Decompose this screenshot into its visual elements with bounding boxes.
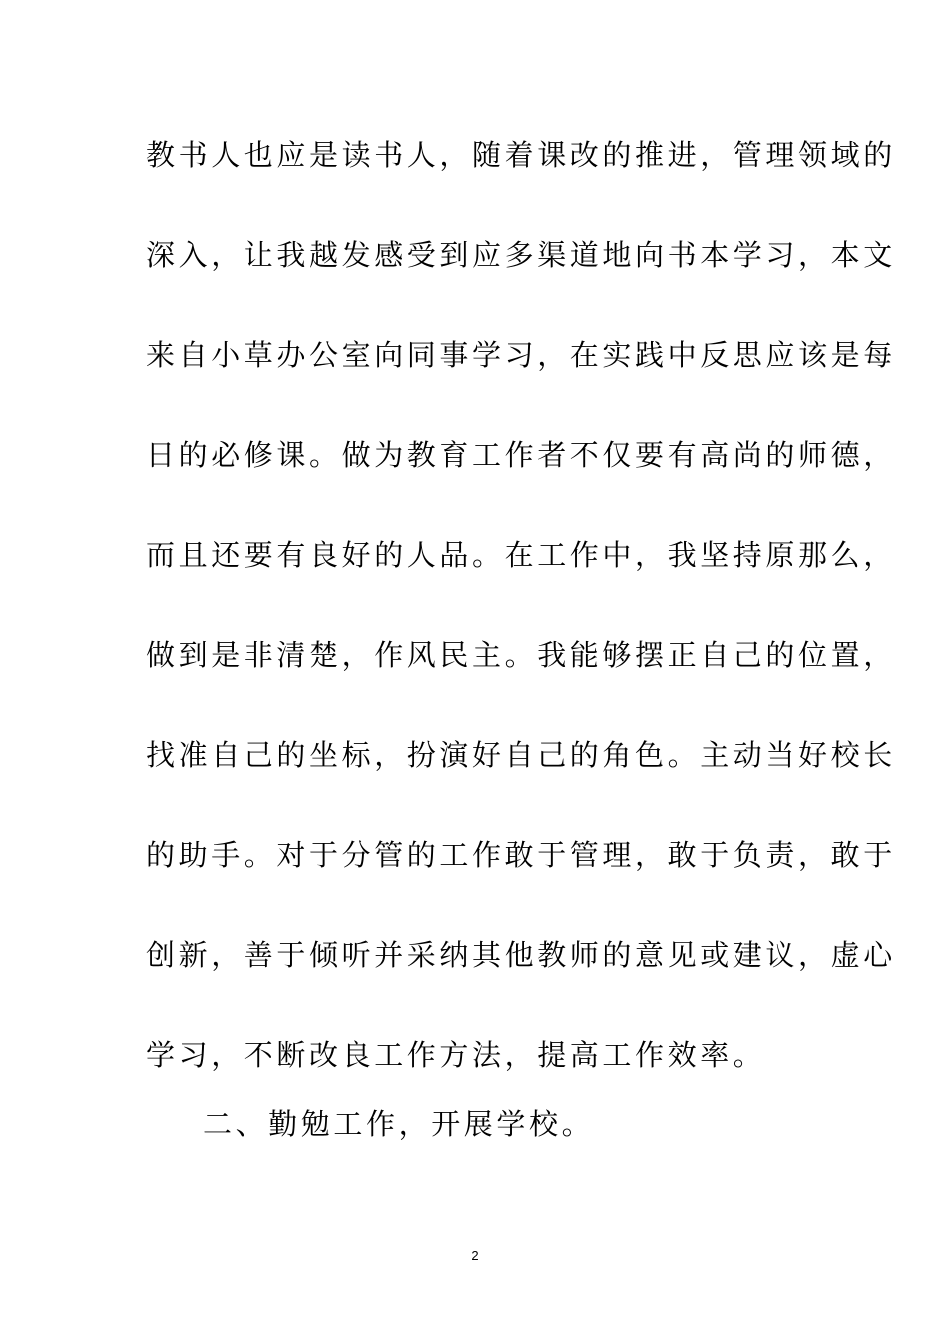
paragraph-line: 学习，不断改良工作方法，提高工作效率。: [146, 1038, 766, 1072]
paragraph-line: 深入，让我越发感受到应多渠道地向书本学习，本文: [146, 238, 896, 272]
paragraph-line: 而且还要有良好的人品。在工作中，我坚持原那么，: [146, 538, 896, 572]
paragraph-line: 的助手。对于分管的工作敢于管理，敢于负责，敢于: [146, 838, 896, 872]
paragraph-line: 创新，善于倾听并采纳其他教师的意见或建议，虚心: [146, 938, 896, 972]
paragraph-line: 找准自己的坐标，扮演好自己的角色。主动当好校长: [146, 738, 896, 772]
paragraph-line: 教书人也应是读书人，随着课改的推进，管理领域的: [146, 138, 896, 172]
page-number: 2: [471, 1248, 479, 1263]
section-heading: 二、勤勉工作，开展学校。: [203, 1107, 595, 1141]
body-paragraph: [146, 124, 896, 1086]
paragraph-line: 做到是非清楚，作风民主。我能够摆正自己的位置，: [146, 638, 896, 672]
paragraph-line: 来自小草办公室向同事学习，在实践中反思应该是每: [146, 338, 896, 372]
paragraph-line: 日的必修课。做为教育工作者不仅要有高尚的师德，: [146, 438, 896, 472]
